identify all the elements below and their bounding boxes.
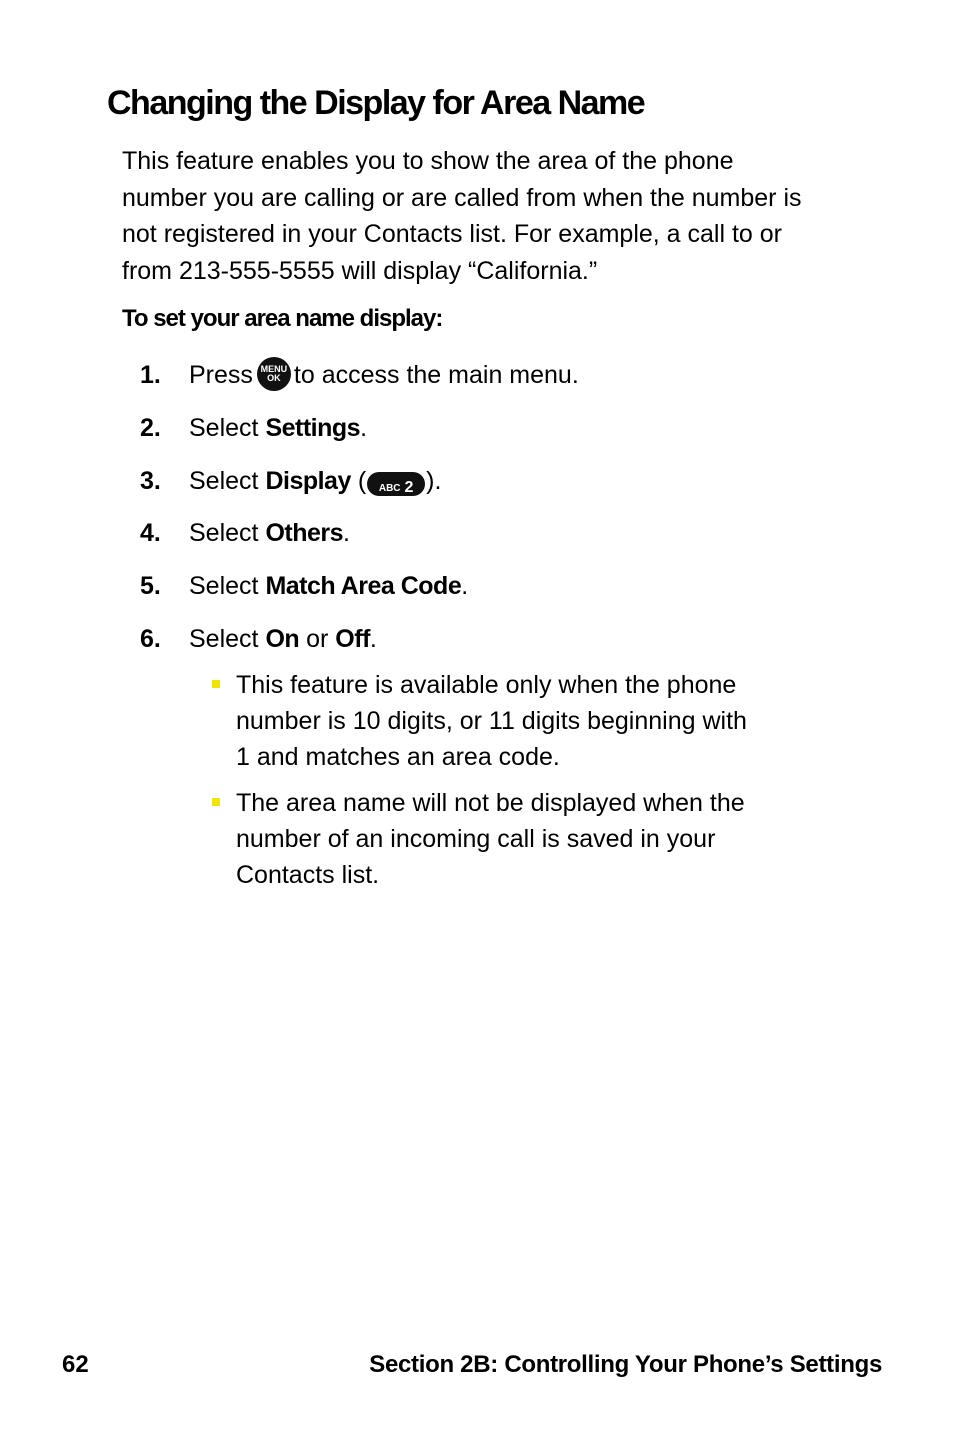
step-text: . bbox=[360, 414, 368, 442]
key-label: OK bbox=[267, 373, 281, 383]
step-1 bbox=[140, 357, 579, 393]
step-text: Select bbox=[189, 572, 259, 600]
menu-option: Others bbox=[265, 519, 344, 547]
abc-2-key-icon bbox=[367, 472, 425, 496]
step-number: 5. bbox=[140, 572, 161, 600]
step-number: 1. bbox=[140, 361, 161, 389]
step-text: to access the main menu. bbox=[293, 361, 579, 389]
step-text: Select bbox=[189, 467, 259, 495]
menu-option: Display bbox=[265, 467, 351, 495]
intro-line: This feature enables you to show the area of the phone bbox=[122, 147, 734, 175]
step-text: . bbox=[369, 625, 377, 653]
key-label: 2 bbox=[404, 479, 414, 496]
bullet-square-icon bbox=[212, 798, 220, 806]
bullet-line: The area name will not be displayed when the bbox=[236, 789, 745, 817]
intro-line: not registered in your Contacts list. For example, a call to or bbox=[122, 220, 783, 249]
menu-option: Match Area Code bbox=[265, 572, 462, 600]
step-text: . bbox=[461, 572, 469, 600]
step-number: 3. bbox=[140, 467, 161, 495]
step-6 bbox=[140, 621, 377, 657]
step-number: 4. bbox=[140, 519, 161, 547]
step-text: Press bbox=[189, 361, 253, 389]
menu-option: Settings bbox=[265, 414, 361, 442]
bullet-line: number of an incoming call is saved in your bbox=[236, 825, 716, 853]
step-2 bbox=[140, 410, 367, 446]
page-title: Changing the Display for Area Name bbox=[107, 84, 645, 122]
section-footer: Section 2B: Controlling Your Phone’s Settings bbox=[369, 1351, 882, 1378]
bullet-line: number is 10 digits, or 11 digits beginning with bbox=[236, 707, 747, 735]
bullet-line: 1 and matches an area code. bbox=[236, 743, 560, 771]
menu-ok-key-icon bbox=[257, 357, 291, 391]
step-5 bbox=[140, 568, 468, 604]
bullet-line: Contacts list. bbox=[236, 861, 380, 889]
bullet-square-icon bbox=[212, 680, 220, 688]
step-text: . bbox=[343, 519, 350, 547]
page-number: 62 bbox=[62, 1351, 89, 1378]
step-text: or bbox=[306, 625, 329, 653]
menu-option: Off bbox=[335, 625, 370, 653]
step-number: 6. bbox=[140, 625, 161, 653]
step-text: ( bbox=[357, 467, 367, 495]
bullet-text bbox=[236, 667, 747, 775]
step-text: Select bbox=[189, 625, 259, 653]
procedure-heading: To set your area name display: bbox=[122, 305, 443, 332]
step-text: Select bbox=[189, 519, 259, 547]
step-text: ). bbox=[426, 467, 442, 495]
key-label: ABC bbox=[378, 483, 401, 494]
bullet-text bbox=[236, 785, 745, 893]
step-3 bbox=[140, 463, 441, 499]
step-number: 2. bbox=[140, 414, 161, 442]
bullet-line: This feature is available only when the phone bbox=[236, 671, 737, 699]
key-label: MENU bbox=[260, 364, 288, 374]
step-4 bbox=[140, 515, 350, 551]
step-text: Select bbox=[189, 414, 259, 442]
menu-option: On bbox=[265, 625, 300, 653]
intro-paragraph bbox=[122, 143, 862, 290]
intro-line: number you are calling or are called from when the number is bbox=[122, 183, 802, 212]
intro-line: from 213-555-5555 will display “California.” bbox=[122, 257, 598, 286]
